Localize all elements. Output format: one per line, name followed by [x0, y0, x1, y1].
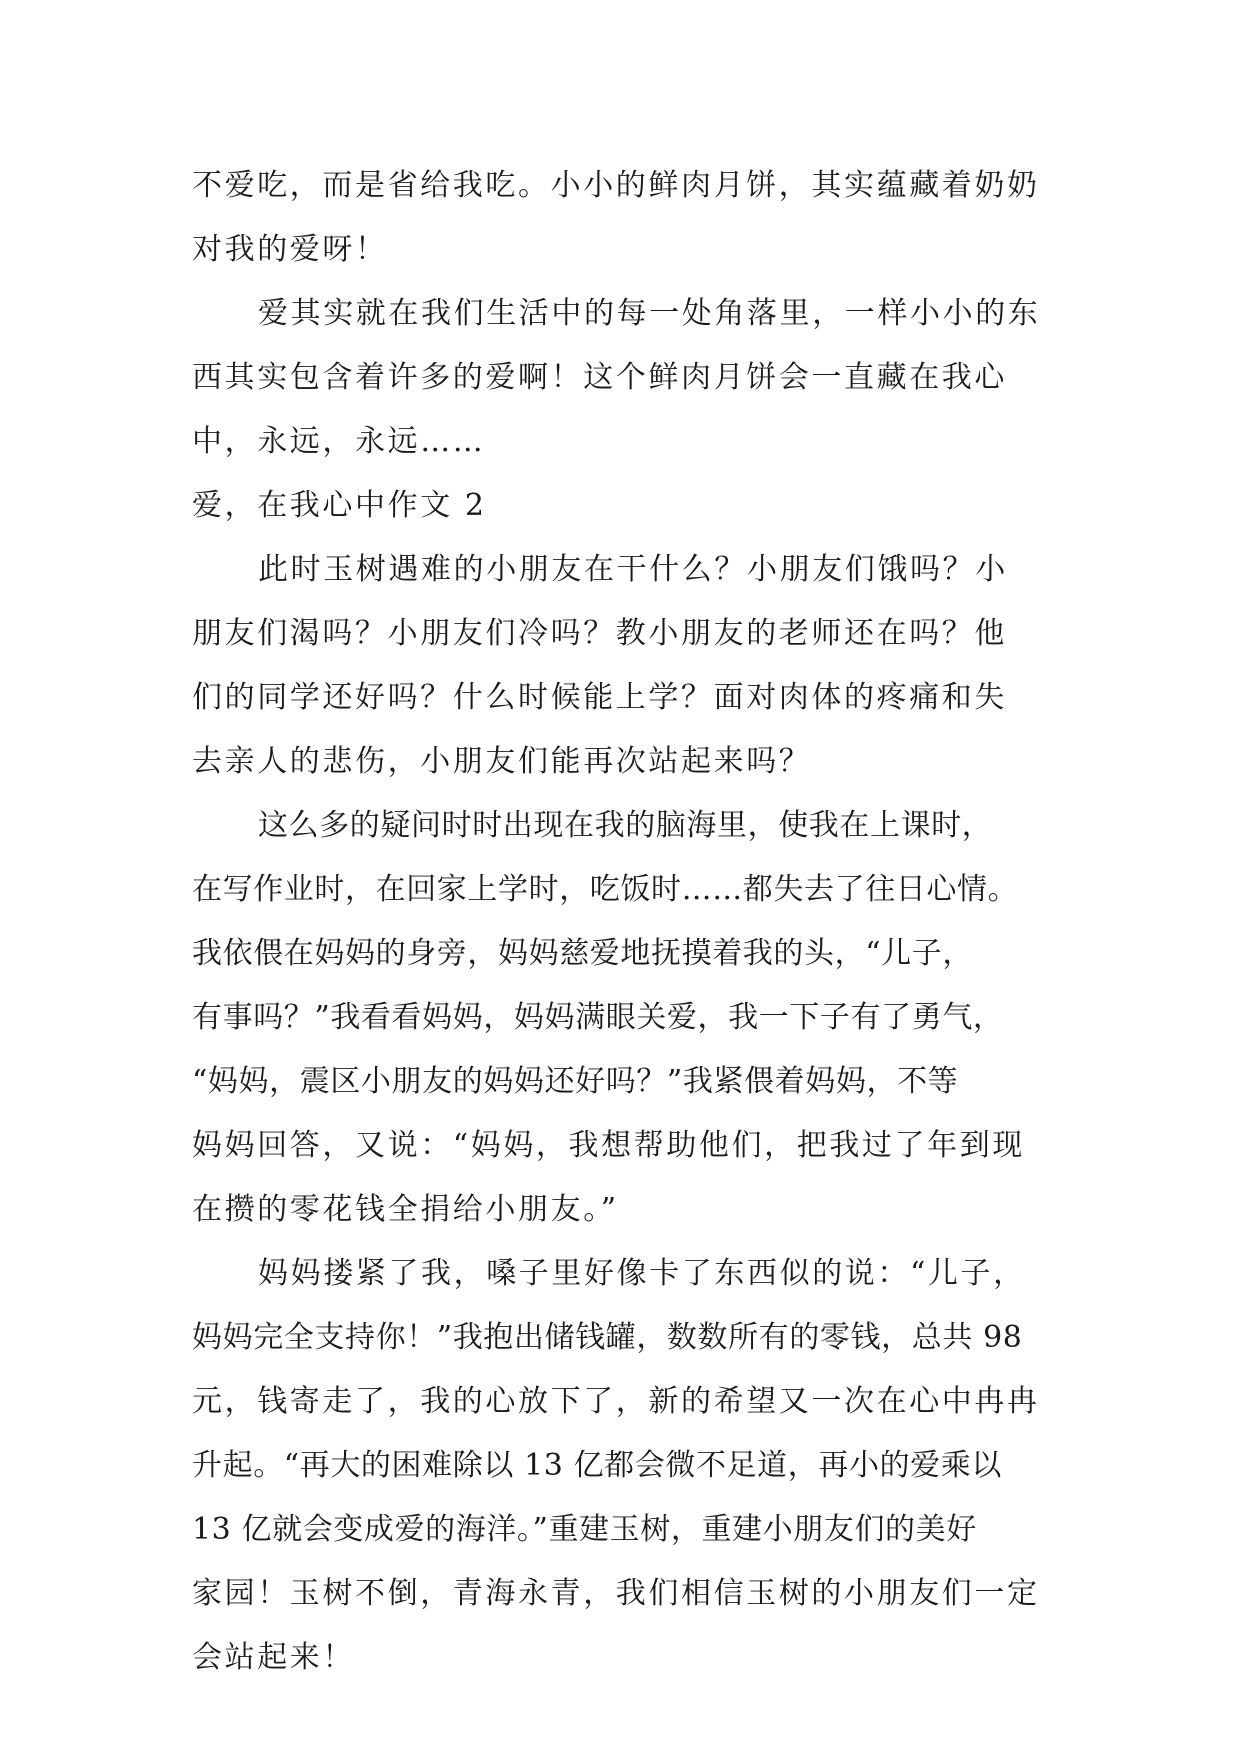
text-line: 在攒的零花钱全捐给小朋友。” [192, 1192, 619, 1227]
text-line: 去亲人的悲伤，小朋友们能再次站起来吗？ [192, 744, 812, 779]
text-line: 会站起来！ [192, 1640, 355, 1675]
paragraph-start-line: 此时玉树遇难的小朋友在干什么？小朋友们饿吗？小 [258, 552, 1008, 587]
paragraph-start-line: 妈妈搂紧了我，嗓子里好像卡了东西似的说：“儿子， [258, 1256, 1026, 1291]
text-line: 西其实包含着许多的爱啊！这个鲜肉月饼会一直藏在我心 [192, 360, 1007, 395]
text-line: “妈妈，震区小朋友的妈妈还好吗？”我紧偎着妈妈，不等 [192, 1064, 959, 1099]
text-line: 有事吗？”我看看妈妈，妈妈满眼关爱，我一下子有了勇气， [192, 1000, 1004, 1035]
text-line: 们的同学还好吗？什么时候能上学？面对肉体的疼痛和失 [192, 680, 1007, 715]
text-line: 中，永远，永远…… [192, 424, 486, 459]
text-line: 不爱吃，而是省给我吃。小小的鲜肉月饼，其实蕴藏着奶奶 [192, 168, 1040, 203]
text-line: 妈妈完全支持你！”我抱出储钱罐，数数所有的零钱，总共 98 [192, 1320, 1023, 1355]
text-line: 升起。“再大的困难除以 13 亿都会微不足道，再小的爱乘以 [192, 1448, 1002, 1483]
text-line: 对我的爱呀！ [192, 232, 388, 267]
text-line: 我依偎在妈妈的身旁，妈妈慈爱地抚摸着我的头，“儿子， [192, 936, 973, 971]
paragraph-start-line: 爱其实就在我们生活中的每一处角落里，一样小小的东 [258, 296, 1041, 331]
text-line: 家园！玉树不倒，青海永青，我们相信玉树的小朋友们一定 [192, 1576, 1040, 1611]
text-line: 13 亿就会变成爱的海洋。”重建玉树，重建小朋友们的美好 [192, 1512, 977, 1547]
paragraph-start-line: 这么多的疑问时时出现在我的脑海里，使我在上课时， [258, 808, 993, 843]
text-line: 元，钱寄走了，我的心放下了，新的希望又一次在心中冉冉 [192, 1384, 1040, 1419]
text-line: 在写作业时，在回家上学时，吃饭时……都失去了往日心情。 [192, 872, 1019, 907]
text-line: 朋友们渴吗？小朋友们冷吗？教小朋友的老师还在吗？他 [192, 616, 1007, 651]
text-line: 妈妈回答，又说：“妈妈，我想帮助他们，把我过了年到现 [192, 1128, 1025, 1163]
section-heading: 爱，在我心中作文 2 [192, 488, 487, 523]
